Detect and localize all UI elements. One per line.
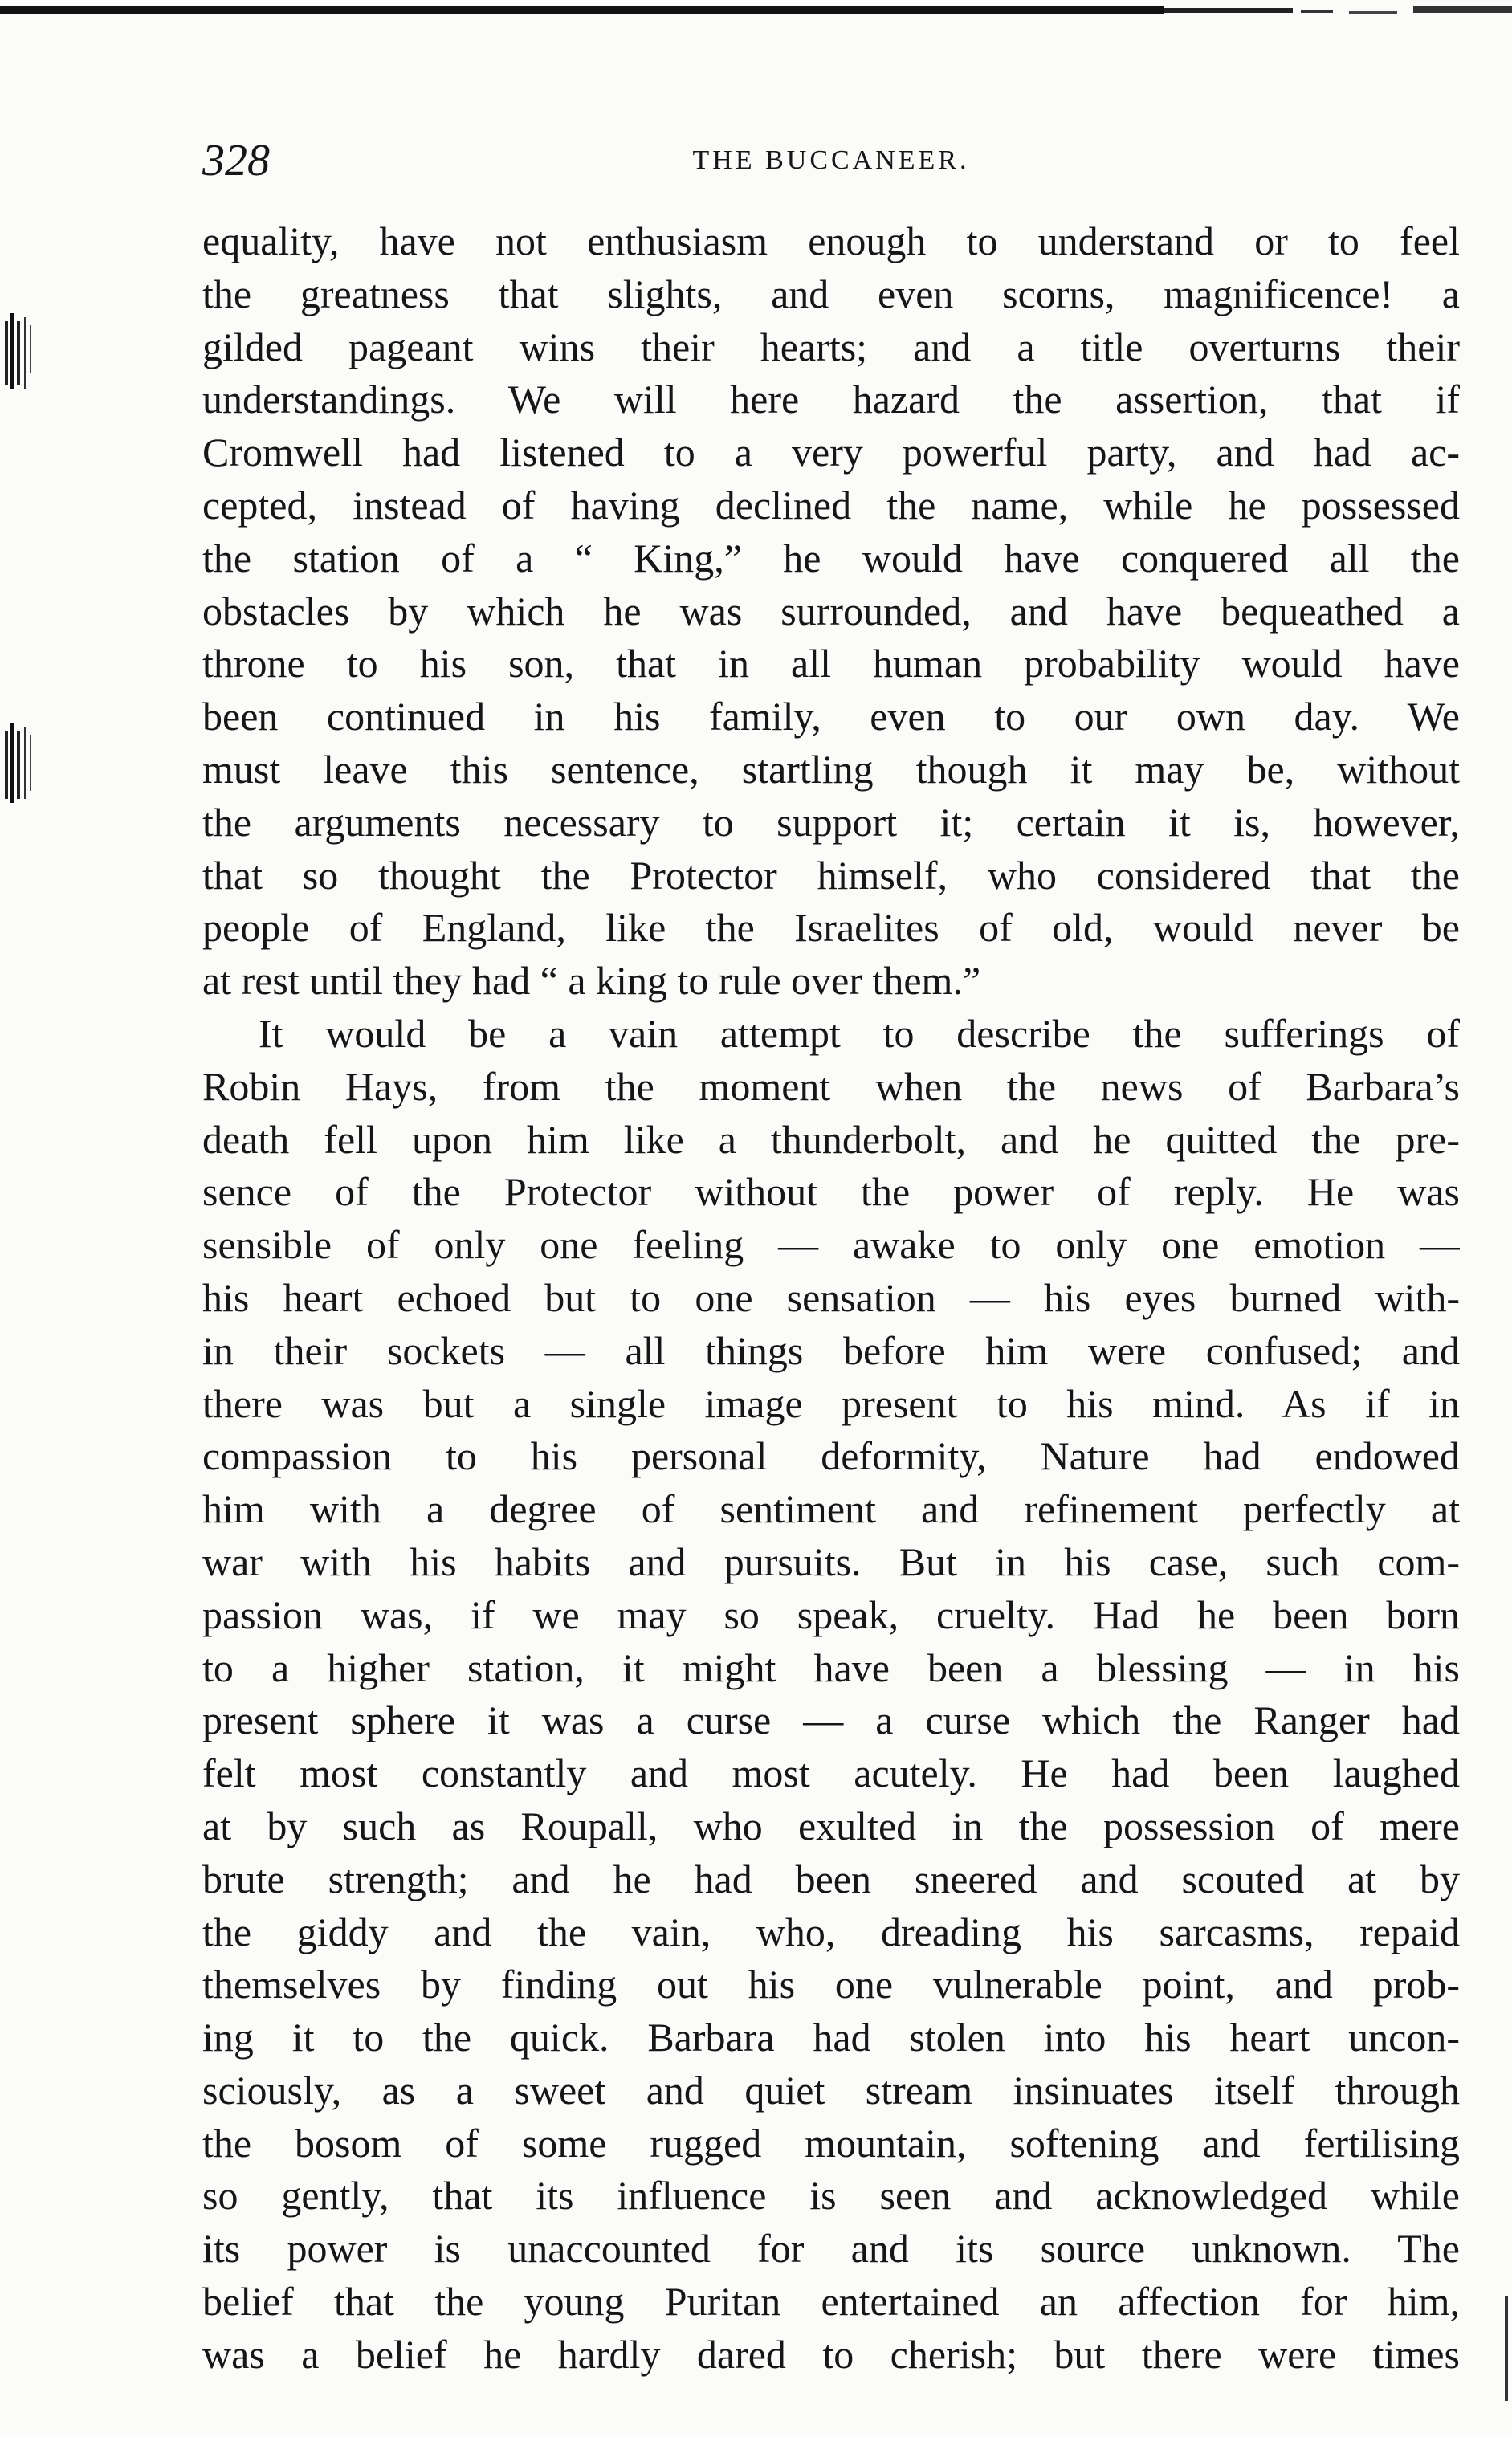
text-line: death fell upon him like a thunderbolt, and he quitted the pre- — [202, 1116, 1460, 1162]
text-line: so gently, that its influence is seen and acknowledged while — [202, 2173, 1460, 2219]
text-line: in their sockets — all things before him were confused; and — [202, 1327, 1460, 1373]
text-line: to a higher station, it might have been a blessing — in his — [202, 1644, 1460, 1690]
text-line: themselves by finding out his one vulnerable point, and prob- — [202, 1962, 1460, 2007]
text-line: the bosom of some rugged mountain, softening and fertilising — [202, 2120, 1460, 2166]
text-line: been continued in his family, even to our own day. We — [202, 694, 1460, 740]
text-line: the giddy and the vain, who, dreading his sarcasms, repaid — [202, 1909, 1460, 1954]
text-line: Cromwell had listened to a very powerful party, and had ac- — [202, 430, 1460, 475]
text-line: compassion to his personal deformity, Nature had endowed — [202, 1433, 1460, 1479]
text-line: cepted, instead of having declined the name, while he possessed — [202, 482, 1460, 528]
text-line: obstacles by which he was surrounded, and have bequeathed a — [202, 588, 1460, 634]
text-line: the arguments necessary to support it; certain it is, however, — [202, 799, 1460, 845]
text-line: equality, have not enthusiasm enough to understand or to feel — [202, 218, 1460, 263]
text-line-paragraph-end: at rest until they had “ a king to rule over them.” — [202, 958, 981, 1004]
gutter-mark-upper — [0, 293, 40, 414]
text-line: the station of a “ King,” he would have conquered all the — [202, 535, 1460, 581]
text-line: at by such as Roupall, who exulted in the possession of mere — [202, 1803, 1460, 1848]
text-line: must leave this sentence, startling though it may be, without — [202, 746, 1460, 792]
text-line: the greatness that slights, and even scorns, magnificence! a — [202, 271, 1460, 316]
page-header — [202, 128, 1460, 193]
text-line: ing it to the quick. Barbara had stolen into his heart uncon- — [202, 2015, 1460, 2060]
text-line: understandings. We will here hazard the assertion, that if — [202, 377, 1460, 422]
text-line: throne to his son, that in all human probability would have — [202, 641, 1460, 687]
text-line: war with his habits and pursuits. But in his case, such com- — [202, 1538, 1460, 1584]
text-line: sence of the Protector without the power of reply. He was — [202, 1169, 1460, 1215]
text-line: passion was, if we may so speak, cruelty. Had he been born — [202, 1591, 1460, 1637]
edge-mark — [1505, 2296, 1508, 2401]
page-number: 328 — [202, 136, 270, 185]
text-line: his heart echoed but to one sensation — his eyes burned with- — [202, 1274, 1460, 1320]
text-line: there was but a single image present to his mind. As if in — [202, 1380, 1460, 1426]
top-rule — [0, 3, 1512, 21]
text-line: its power is unaccounted for and its source unknown. The — [202, 2226, 1460, 2272]
text-line: present sphere it was a curse — a curse which the Ranger had — [202, 1697, 1460, 1743]
text-line: felt most constantly and most acutely. He had been laughed — [202, 1750, 1460, 1796]
text-line: sciously, as a sweet and quiet stream insinuates itself through — [202, 2067, 1460, 2113]
text-line: Robin Hays, from the moment when the news of Barbara’s — [202, 1063, 1460, 1109]
text-line: that so thought the Protector himself, who considered that the — [202, 852, 1460, 898]
text-line: him with a degree of sentiment and refinement perfectly at — [202, 1486, 1460, 1532]
text-line-paragraph-start: It would be a vain attempt to describe the sufferings of — [259, 1010, 1460, 1056]
text-line: people of England, like the Israelites of old, would never be — [202, 905, 1460, 951]
text-line: sensible of only one feeling — awake to only one emotion — — [202, 1222, 1460, 1268]
text-line: belief that the young Puritan entertained an affection for him, — [202, 2279, 1460, 2325]
body-text — [202, 215, 1460, 2382]
text-line: brute strength; and he had been sneered and scouted at by — [202, 1856, 1460, 1901]
text-line: gilded pageant wins their hearts; and a title overturns their — [202, 324, 1460, 369]
gutter-mark-lower — [0, 707, 40, 827]
running-title: THE BUCCANEER. — [692, 145, 970, 175]
text-line: was a belief he hardly dared to cherish; but there were times — [202, 2331, 1460, 2377]
